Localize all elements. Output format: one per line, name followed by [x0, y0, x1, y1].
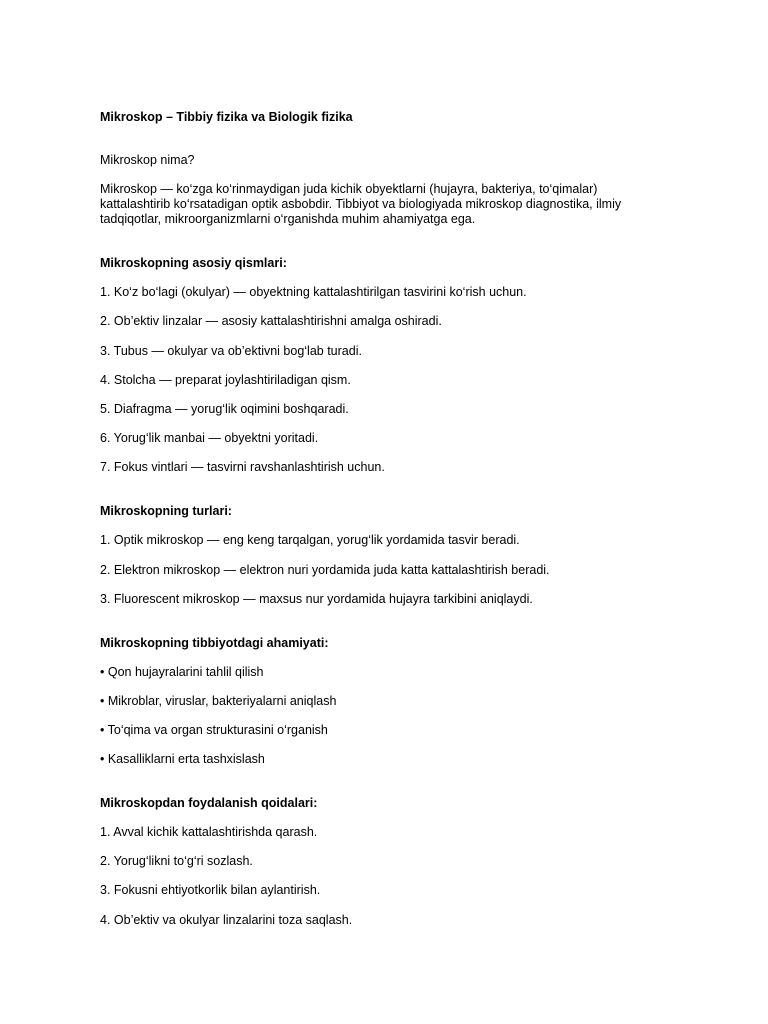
parts-list-item: 3. Tubus — okulyar va ob’ektivni bog‘lab turadi. [100, 344, 362, 358]
rules-list-item: 1. Avval kichik kattalashtirishda qarash. [100, 825, 318, 839]
intro-heading: Mikroskop nima? [100, 153, 195, 167]
medical-list-item: • Mikroblar, viruslar, bakteriyalarni aniqlash [100, 694, 337, 708]
rules-list-item: 4. Ob’ektiv va okulyar linzalarini toza saqlash. [100, 913, 353, 927]
parts-heading: Mikroskopning asosiy qismlari: [100, 256, 287, 270]
types-list-item: 2. Elektron mikroskop — elektron nuri yordamida juda katta kattalashtirish beradi. [100, 563, 550, 577]
rules-list-item: 2. Yorug‘likni to‘g‘ri sozlash. [100, 854, 253, 868]
medical-list-item: • Qon hujayralarini tahlil qilish [100, 665, 264, 679]
parts-list-item: 6. Yorug‘lik manbai — obyektni yoritadi. [100, 431, 319, 445]
parts-list-item: 2. Ob’ektiv linzalar — asosiy kattalashtirishni amalga oshiradi. [100, 314, 442, 328]
types-list-item: 3. Fluorescent mikroskop — maxsus nur yordamida hujayra tarkibini aniqlaydi. [100, 592, 533, 606]
parts-list-item: 5. Diafragma — yorug‘lik oqimini boshqaradi. [100, 402, 349, 416]
intro-paragraph-line-1: Mikroskop — ko‘zga ko‘rinmaydigan juda kichik obyektlarni (hujayra, bakteriya, to‘qimalar) [100, 182, 598, 196]
intro-paragraph-line-2: kattalashtirib ko‘rsatadigan optik asbobdir. Tibbiyot va biologiyada mikroskop diagnostika, ilmiy [100, 197, 622, 211]
medical-list-item: • To‘qima va organ strukturasini o‘rganish [100, 723, 328, 737]
parts-list-item: 4. Stolcha — preparat joylashtiriladigan qism. [100, 373, 351, 387]
types-heading: Mikroskopning turlari: [100, 504, 232, 518]
medical-heading: Mikroskopning tibbiyotdagi ahamiyati: [100, 636, 329, 650]
parts-list-item: 1. Ko‘z bo‘lagi (okulyar) — obyektning kattalashtirilgan tasvirini ko‘rish uchun. [100, 285, 527, 299]
types-list-item: 1. Optik mikroskop — eng keng tarqalgan, yorug‘lik yordamida tasvir beradi. [100, 533, 520, 547]
medical-list-item: • Kasalliklarni erta tashxislash [100, 752, 265, 766]
parts-list-item: 7. Fokus vintlari — tasvirni ravshanlashtirish uchun. [100, 460, 385, 474]
intro-paragraph-line-3: tadqiqotlar, mikroorganizmlarni o‘rganishda muhim ahamiyatga ega. [100, 212, 476, 226]
rules-heading: Mikroskopdan foydalanish qoidalari: [100, 796, 318, 810]
document-title: Mikroskop – Tibbiy fizika va Biologik fizika [100, 110, 353, 124]
rules-list-item: 3. Fokusni ehtiyotkorlik bilan aylantirish. [100, 883, 321, 897]
